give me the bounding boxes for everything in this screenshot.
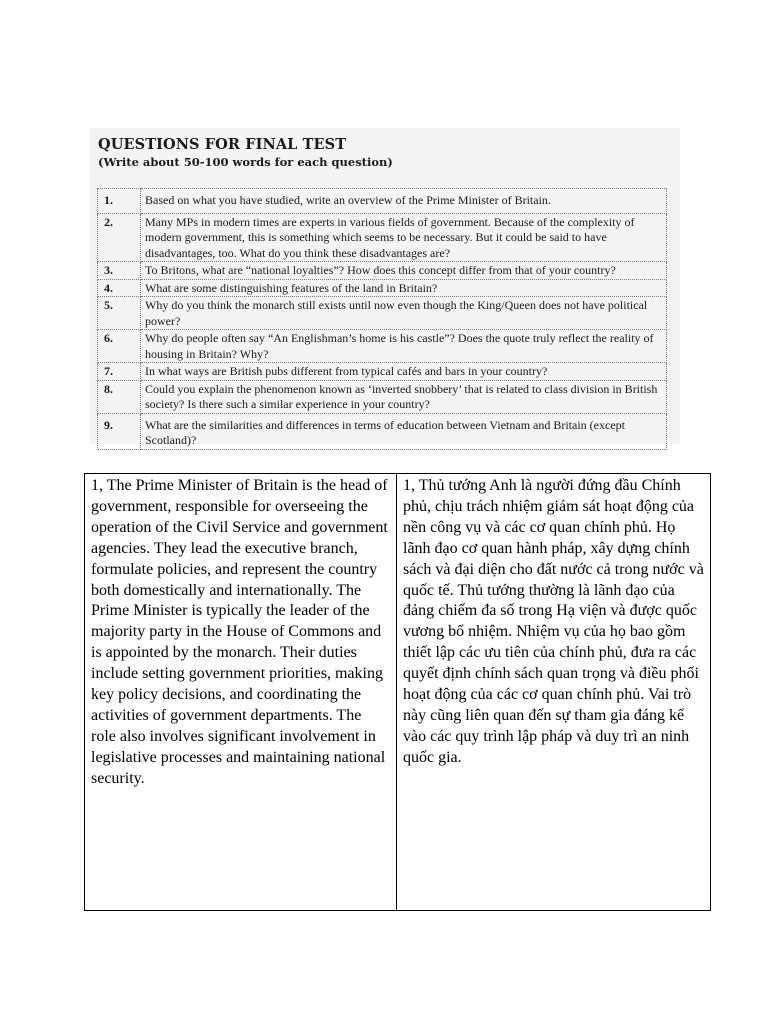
question-text: Many MPs in modern times are experts in various fields of government. Because of the complexity of modern government, this is something which seems to be necessary. But it could be said to have disadvantages, too. What do you think these disadvantages are? [141,213,667,262]
question-number: 4. [98,279,141,297]
answer-vietnamese-cell: 1, Thủ tướng Anh là người đứng đầu Chính phủ, chịu trách nhiệm giám sát hoạt động của nền công vụ và các cơ quan chính phủ. Họ lãnh đạo cơ quan hành pháp, xây dựng chính sách và đại diện cho đất nước cả trong nước và quốc tế. Thủ tướng thường là lãnh đạo của đảng chiếm đa số trong Hạ viện và được quốc vương bổ nhiệm. Nhiệm vụ của họ bao gồm thiết lập các ưu tiên của chính phủ, đưa ra các quyết định chính sách quan trọng và điều phối hoạt động của các cơ quan chính phủ. Vai trò này cũng liên quan đến sự tham gia đáng kể vào các quy trình lập pháp và duy trì an ninh quốc gia. [397,474,711,911]
questions-scan-image [90,128,680,447]
question-text: Why do you think the monarch still exists until now even though the King/Queen does not have political power? [141,297,667,330]
question-row [98,189,667,214]
question-row [98,213,667,262]
questions-subtitle: (Write about 50-100 words for each question) [98,155,393,169]
questions-title: QUESTIONS FOR FINAL TEST [98,136,347,153]
question-number: 8. [98,380,141,413]
question-number: 9. [98,413,141,449]
question-row [98,330,667,363]
question-text: What are some distinguishing features of the land in Britain? [141,279,667,297]
question-row [98,380,667,413]
question-number: 5. [98,297,141,330]
answer-english-cell: 1, The Prime Minister of Britain is the head of government, responsible for overseeing the operation of the Civil Service and government agencies. They lead the executive branch, formulate policies, and represent the country both domestically and internationally. The Prime Minister is typically the leader of the majority party in the House of Commons and is appointed by the monarch. Their duties include setting government priorities, making key policy decisions, and coordinating the activities of government departments. The role also involves significant involvement in legislative processes and maintaining national security. [85,474,397,911]
question-text: Based on what you have studied, write an overview of the Prime Minister of Britain. [141,189,667,214]
question-text: Could you explain the phenomenon known as ‘inverted snobbery’ that is related to class division in British society? Is there such a similar experience in your country? [141,380,667,413]
question-text: Why do people often say “An Englishman’s home is his castle”? Does the quote truly reflect the reality of housing in Britain? Why? [141,330,667,363]
question-text: What are the similarities and differences in terms of education between Vietnam and Britain (except Scotland)? [141,413,667,449]
question-number: 3. [98,262,141,280]
question-row [98,262,667,280]
question-row [98,363,667,381]
questions-table [97,188,667,450]
question-number: 1. [98,189,141,214]
question-number: 2. [98,213,141,262]
question-row [98,279,667,297]
question-row [98,297,667,330]
question-row [98,413,667,449]
answer-row [85,474,711,911]
question-text: In what ways are British pubs different from typical cafés and bars in your country? [141,363,667,381]
question-number: 7. [98,363,141,381]
answer-table [84,473,711,911]
question-number: 6. [98,330,141,363]
question-text: To Britons, what are “national loyalties”? How does this concept differ from that of your country? [141,262,667,280]
